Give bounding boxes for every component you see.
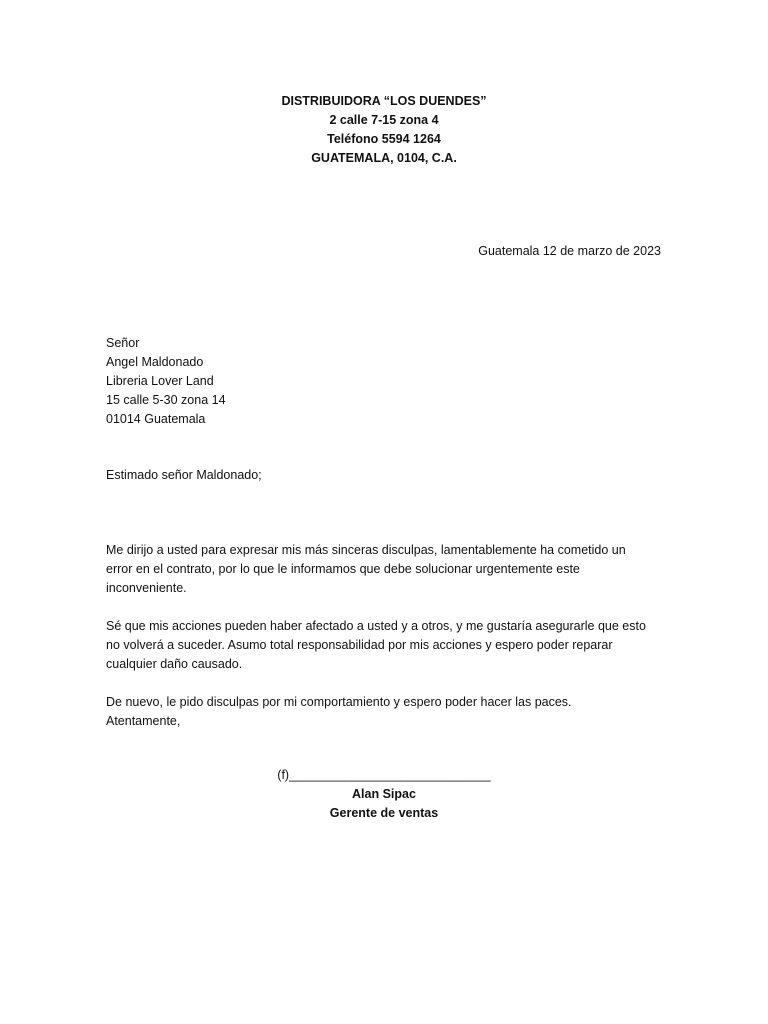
- body-paragraph-3: [106, 693, 651, 731]
- body-paragraph-1: Me dirijo a usted para expresar mis más sinceras disculpas, lamentablemente ha cometido un error en el contrato, por lo que le informamos que debe solucionar urgentemente este inconveniente.: [106, 543, 626, 595]
- closing-phrase: Atentamente,: [106, 714, 181, 728]
- company-name: DISTRIBUIDORA “LOS DUENDES”: [281, 94, 487, 108]
- signer-name: Alan Sipac: [352, 787, 416, 801]
- salutation: Estimado señor Maldonado;: [106, 468, 262, 482]
- company-address: 2 calle 7-15 zona 4: [329, 113, 439, 127]
- letter-body: [106, 541, 651, 731]
- body-paragraph-2: Sé que mis acciones pueden haber afectado a usted y a otros, y me gustaría asegurarle que esto no volverá a suceder. Asumo total responsabilidad por mis acciones y espero poder reparar cualquier daño causado.: [106, 619, 646, 671]
- letter-date: Guatemala 12 de marzo de 2023: [478, 244, 661, 258]
- company-phone: Teléfono 5594 1264: [327, 132, 441, 146]
- recipient-street: 15 calle 5-30 zona 14: [106, 393, 226, 407]
- signer-title: Gerente de ventas: [329, 806, 439, 820]
- signature-block: [0, 766, 768, 823]
- signature-line: (f)_____________________________: [277, 768, 491, 782]
- recipient-block: [106, 334, 226, 429]
- recipient-name: Angel Maldonado: [106, 355, 204, 369]
- recipient-company: Libreria Lover Land: [106, 374, 214, 388]
- letterhead: [0, 92, 768, 168]
- body-paragraph-3-text: De nuevo, le pido disculpas por mi comportamiento y espero poder hacer las paces.: [106, 695, 572, 709]
- company-city: GUATEMALA, 0104, C.A.: [311, 151, 457, 165]
- recipient-title: Señor: [106, 336, 140, 350]
- recipient-city: 01014 Guatemala: [106, 412, 206, 426]
